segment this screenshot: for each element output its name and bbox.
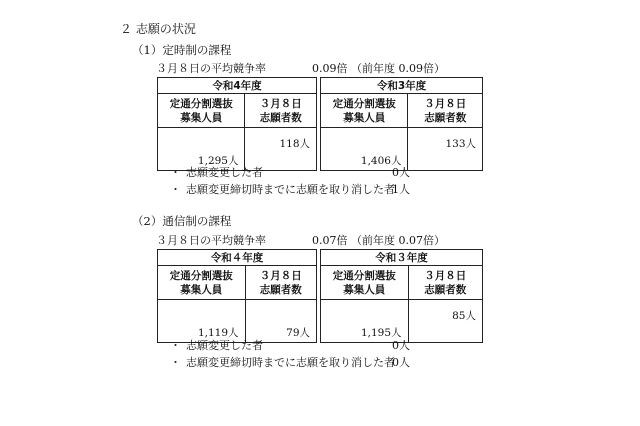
note-count: 0人 (392, 166, 410, 179)
course-2-current-year: 令和４年度 (158, 250, 317, 266)
course-1-col-capacity: 定通分割選抜 募集人員 (158, 94, 245, 128)
course-2-title: （2）通信制の課程 (132, 214, 232, 228)
course-1-col-capacity-prev: 定通分割選抜 募集人員 (320, 94, 407, 128)
bullet-mark: ・ (170, 356, 181, 369)
course-1-current-year: 令和4年度 (158, 78, 317, 94)
note-label: 志願変更した者 (186, 339, 263, 352)
course-1-title: （1）定時制の課程 (132, 43, 232, 57)
course-2-previous-year: 令和３年度 (320, 250, 482, 266)
course-2-note-2 (170, 354, 410, 370)
course-2-current-applicants: 79人 (245, 300, 317, 343)
course-2-col-applicants-prev: ３月８日 志願者数 (408, 266, 483, 300)
course-1-rate-label: ３月８日の平均競争率 (156, 62, 266, 75)
bullet-mark: ・ (170, 183, 181, 196)
note-count: 1人 (392, 183, 410, 196)
course-1-previous-capacity: 1,406人 (320, 128, 407, 171)
course-1-current-applicants: 118人 (245, 128, 317, 171)
course-2-note-1 (170, 337, 410, 353)
note-count: 0人 (392, 356, 410, 369)
note-label: 志願変更締切時までに志願を取り消した者 (186, 356, 395, 369)
course-1-table (157, 77, 483, 171)
course-1-note-1 (170, 164, 410, 180)
course-2-rate-label: ３月８日の平均競争率 (156, 234, 266, 247)
course-2-col-capacity-prev: 定通分割選抜 募集人員 (320, 266, 408, 300)
section-title: ２ 志願の状況 (120, 22, 196, 36)
course-1-previous-applicants: 133人 (408, 128, 483, 171)
course-1-previous-year: 令和3年度 (320, 78, 482, 94)
note-count: 0人 (392, 339, 410, 352)
course-1-current-capacity: 1,295人 (158, 128, 245, 171)
course-2-col-capacity: 定通分割選抜 募集人員 (158, 266, 246, 300)
course-2-previous-applicants: 85人 (408, 300, 483, 343)
course-1-rate-value: 0.09倍 （前年度 0.09倍） (312, 62, 445, 75)
course-1-col-applicants: ３月８日 志願者数 (245, 94, 317, 128)
course-2-col-applicants: ３月８日 志願者数 (245, 266, 317, 300)
course-2-rate-value: 0.07倍 （前年度 0.07倍） (312, 234, 445, 247)
note-label: 志願変更締切時までに志願を取り消した者 (186, 183, 395, 196)
course-2-table (157, 249, 483, 343)
bullet-mark: ・ (170, 166, 181, 179)
course-2-current-capacity: 1,119人 (158, 300, 246, 343)
note-label: 志願変更した者 (186, 166, 263, 179)
bullet-mark: ・ (170, 339, 181, 352)
course-1-note-2 (170, 181, 410, 197)
course-1-col-applicants-prev: ３月８日 志願者数 (408, 94, 483, 128)
course-2-previous-capacity: 1,195人 (320, 300, 408, 343)
